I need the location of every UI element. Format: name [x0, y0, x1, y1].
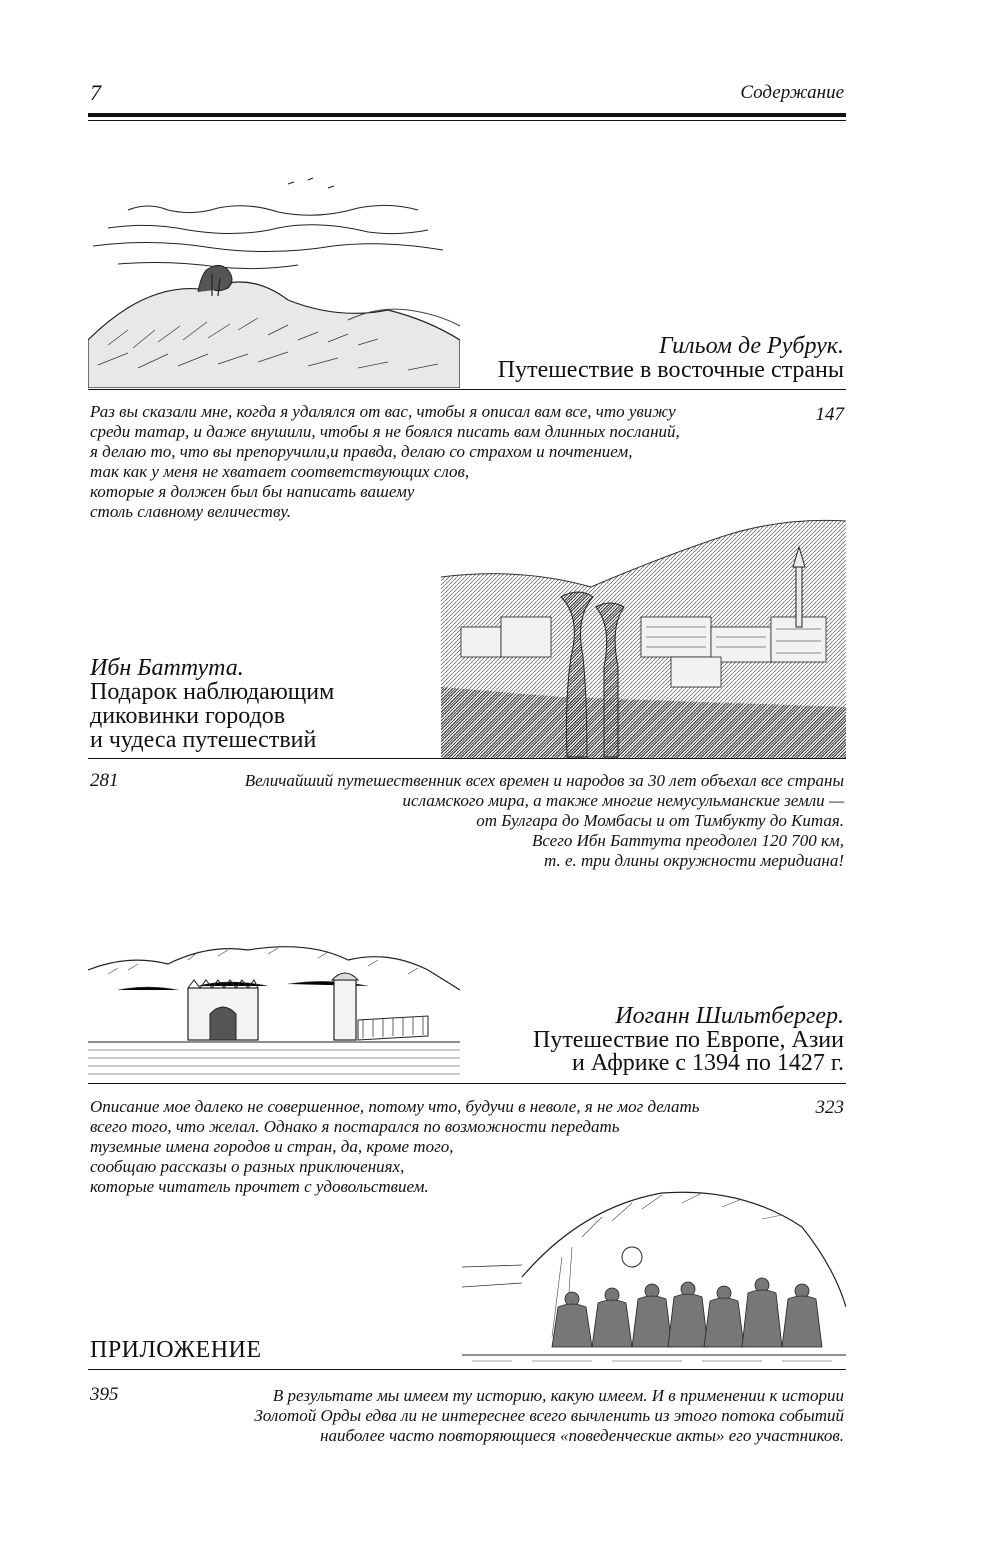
- section-title-line: и чудеса путешествий: [90, 727, 317, 753]
- quote-line: т. е. три длины окружности меридиана!: [543, 851, 844, 870]
- page-number: 7: [90, 80, 101, 105]
- section-rule: [88, 1369, 846, 1370]
- quote-line: туземные имена городов и стран, да, кроме того,: [90, 1137, 454, 1156]
- section-title-line: и Африке с 1394 по 1427 г.: [571, 1050, 844, 1076]
- quote-line: сообщаю рассказы о разных приключениях,: [90, 1157, 405, 1176]
- page-reference: 323: [815, 1097, 844, 1118]
- quote-line: которые читатель прочтет с удовольствием.: [90, 1177, 429, 1196]
- section-author: Ибн Баттута.: [90, 655, 244, 681]
- quote-line: я делаю то, что вы препоручили,и правда, делаю со страхом и почтением,: [90, 442, 633, 461]
- quote-line: столь славному величеству.: [90, 502, 292, 521]
- section-quote: [254, 1386, 844, 1446]
- section-rule: [88, 758, 846, 759]
- quote-line: В результате мы имеем ту историю, какую имеем. И в применении к истории: [272, 1386, 844, 1405]
- header-rule-thin: [88, 120, 846, 121]
- page-reference: 395: [90, 1384, 119, 1405]
- section-title-line: Подарок наблюдающим: [90, 679, 335, 705]
- quote-line: среди татар, и даже внушили, чтобы я не боялся писать вам длинных посланий,: [90, 422, 680, 441]
- section-quote: [90, 402, 680, 522]
- quote-line: Раз вы сказали мне, когда я удалялся от вас, чтобы я описал вам все, что увижу: [90, 402, 676, 421]
- city-with-minaret-engraving: [441, 517, 846, 758]
- page-reference: 147: [815, 404, 844, 425]
- header-rule: [88, 113, 846, 117]
- quote-line: которые я должен был бы написать вашему: [90, 482, 415, 501]
- section-quote: [245, 771, 844, 871]
- running-header-title: Содержание: [740, 82, 844, 103]
- section-author: Гильом де Рубрук.: [658, 333, 844, 359]
- quote-line: наиболее часто повторяющиеся «поведенческие акты» его участников.: [320, 1426, 844, 1445]
- page-reference: 281: [90, 770, 119, 791]
- section-rule: [88, 1083, 846, 1084]
- quote-line: от Булгара до Момбасы и от Тимбукту до Китая.: [476, 811, 844, 830]
- quote-line: Описание мое далеко не совершенное, потому что, будучи в неволе, я не мог делать: [90, 1097, 700, 1116]
- section-title-line: диковинки городов: [90, 703, 286, 729]
- quote-line: всего того, что желал. Однако я постарался по возможности передать: [90, 1117, 620, 1136]
- section-title-line: Путешествие по Европе, Азии: [532, 1027, 844, 1053]
- section-rule: [88, 389, 846, 390]
- fortress-gate-engraving: [88, 940, 460, 1081]
- quote-line: так как у меня не хватает соответствующих слов,: [90, 462, 470, 481]
- quote-line: Величайший путешественник всех времен и народов за 30 лет объехал все страны: [244, 771, 844, 790]
- appendix-title: ПРИЛОЖЕНИЕ: [90, 1337, 262, 1363]
- quote-line: Всего Ибн Баттута преодолел 120 700 км,: [531, 831, 844, 850]
- steppe-landscape-engraving: [88, 170, 460, 388]
- quote-line: исламского мира, а также многие немусульманские земли —: [402, 791, 844, 810]
- section-title: Путешествие в восточные страны: [497, 357, 844, 383]
- quote-line: Золотой Орды едва ли не интереснее всего вычленить из этого потока событий: [254, 1406, 844, 1425]
- yurt-gathering-engraving: [462, 1187, 846, 1367]
- section-quote: [90, 1097, 700, 1197]
- section-author: Иоганн Шильтбергер.: [615, 1003, 844, 1029]
